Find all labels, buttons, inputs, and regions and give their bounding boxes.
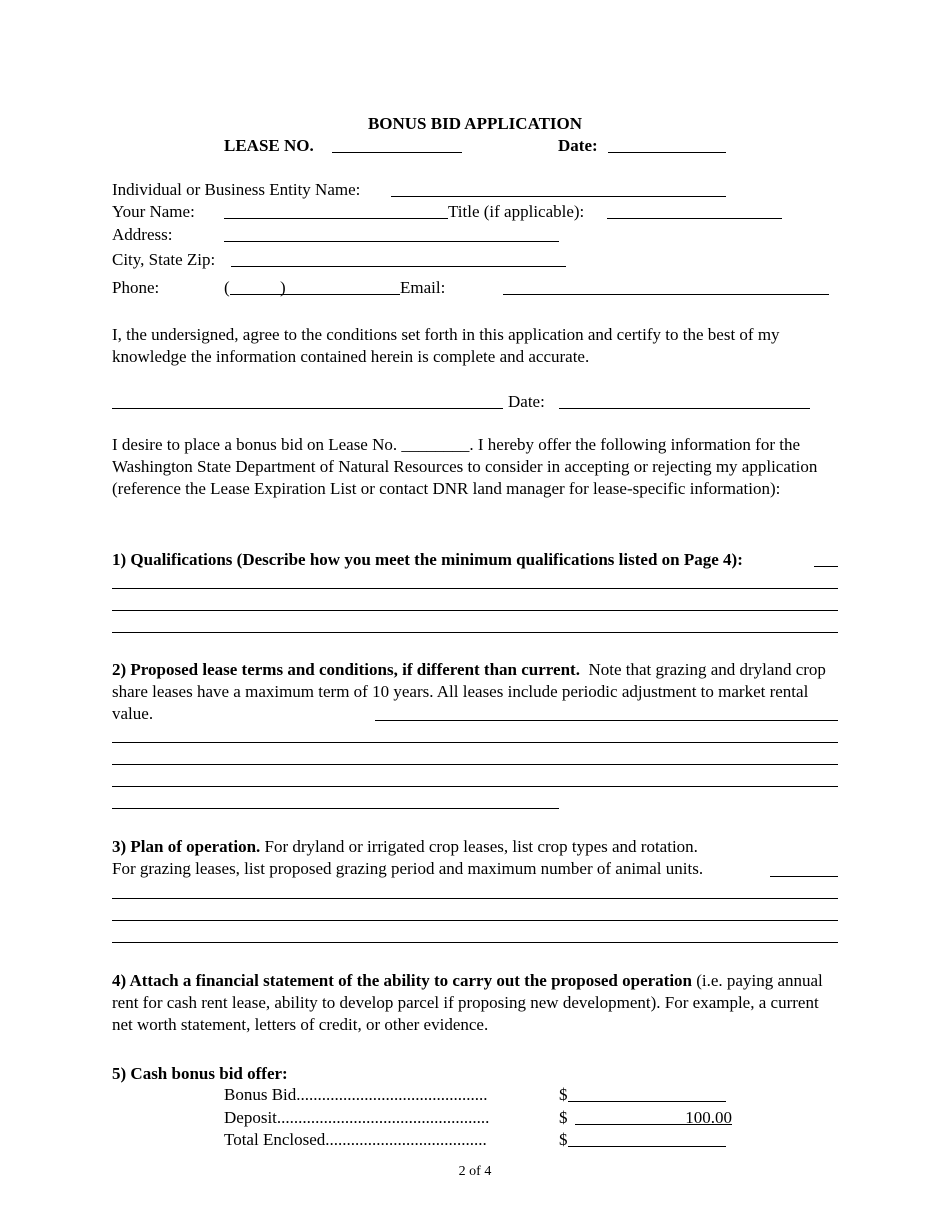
signature-date-label: Date: [508, 392, 545, 411]
section-3-heading: 3) Plan of operation. [112, 837, 261, 856]
email-label: Email: [400, 278, 446, 297]
section-2-line-1[interactable] [112, 742, 838, 743]
section-1-heading: 1) Qualifications (Describe how you meet the minimum qualifications listed on Page 4): [112, 550, 743, 569]
address-field[interactable] [224, 241, 559, 242]
page-number: 2 of 4 [458, 1164, 492, 1179]
your-name-label: Your Name: [112, 202, 195, 221]
section-4-text: (i.e. paying annual rent for cash rent lease, ability to develop parcel if proposing new development). For example, a current net worth statement, letters of credit, or other evidence. [112, 971, 823, 1034]
section-2-line-0[interactable] [375, 720, 838, 721]
section-3-line-2[interactable] [112, 920, 838, 921]
address-label: Address: [112, 225, 173, 244]
signature-field[interactable] [112, 408, 503, 409]
title-label: Title (if applicable): [448, 202, 585, 221]
lease-no-field[interactable] [332, 152, 462, 153]
section-1-line-3[interactable] [112, 632, 838, 633]
section-3-line2: For grazing leases, list proposed grazing period and maximum number of animal units. [112, 859, 704, 878]
section-2-line-3[interactable] [112, 786, 838, 787]
section-2-text: Note that grazing and dryland crop share leases have a maximum term of 10 years. All leases include periodic adjustment to market rental value. [112, 660, 826, 723]
city-state-zip-label: City, State Zip: [112, 250, 216, 269]
bonus-bid-label: Bonus Bid............................................. [224, 1085, 488, 1104]
deposit-currency: $ [559, 1108, 568, 1127]
total-enclosed-field[interactable] [568, 1146, 726, 1147]
intro-text: I desire to place a bonus bid on Lease No. ________. I hereby offer the following information for the Washington State Department of Natural Resources to consider in accepting or rejecting my application (reference the Lease Expiration List or contact DNR land manager for lease-specific information): [112, 435, 818, 498]
header-date-label: Date: [558, 136, 598, 155]
lease-no-label: LEASE NO. [224, 136, 314, 155]
total-enclosed-label: Total Enclosed...................................... [224, 1130, 487, 1149]
certification-text: I, the undersigned, agree to the conditions set forth in this application and certify to the best of my knowledge the information contained herein is complete and accurate. [112, 325, 780, 366]
section-5-heading: 5) Cash bonus bid offer: [112, 1064, 288, 1083]
deposit-value: 100.00 [685, 1108, 732, 1127]
phone-label: Phone: [112, 278, 160, 297]
deposit-label: Deposit.................................................. [224, 1108, 490, 1127]
section-1-line-1[interactable] [112, 588, 838, 589]
section-2-line-2[interactable] [112, 764, 838, 765]
entity-name-field[interactable] [391, 196, 726, 197]
section-2-heading: 2) Proposed lease terms and conditions, if different than current. [112, 660, 580, 679]
phone-field[interactable] [230, 294, 400, 295]
bonus-bid-field[interactable] [568, 1101, 726, 1102]
title-field[interactable] [607, 218, 782, 219]
city-state-zip-field[interactable] [231, 266, 566, 267]
section-3-line-3[interactable] [112, 942, 838, 943]
section-3-row-1 [112, 836, 698, 858]
section-3-line-0[interactable] [770, 876, 838, 877]
phone-close-paren: ) [280, 278, 286, 297]
email-field[interactable] [503, 294, 829, 295]
bonus-bid-currency: $ [559, 1085, 568, 1104]
section-4-paragraph [112, 970, 842, 1036]
header-date-field[interactable] [608, 152, 726, 153]
section-2-paragraph [112, 659, 842, 725]
section-2-line-4[interactable] [112, 808, 559, 809]
your-name-field[interactable] [224, 218, 448, 219]
form-title: BONUS BID APPLICATION [367, 114, 583, 133]
section-3-line-1[interactable] [112, 898, 838, 899]
section-1-line-2[interactable] [112, 610, 838, 611]
section-1-line-0[interactable] [814, 566, 838, 567]
total-enclosed-currency: $ [559, 1130, 568, 1149]
phone-open-paren: ( [224, 278, 230, 297]
entity-name-label: Individual or Business Entity Name: [112, 180, 361, 199]
section-3-line1: For dryland or irrigated crop leases, list crop types and rotation. [264, 837, 698, 856]
section-4-heading: 4) Attach a financial statement of the ability to carry out the proposed operation [112, 971, 692, 990]
signature-date-field[interactable] [559, 408, 810, 409]
